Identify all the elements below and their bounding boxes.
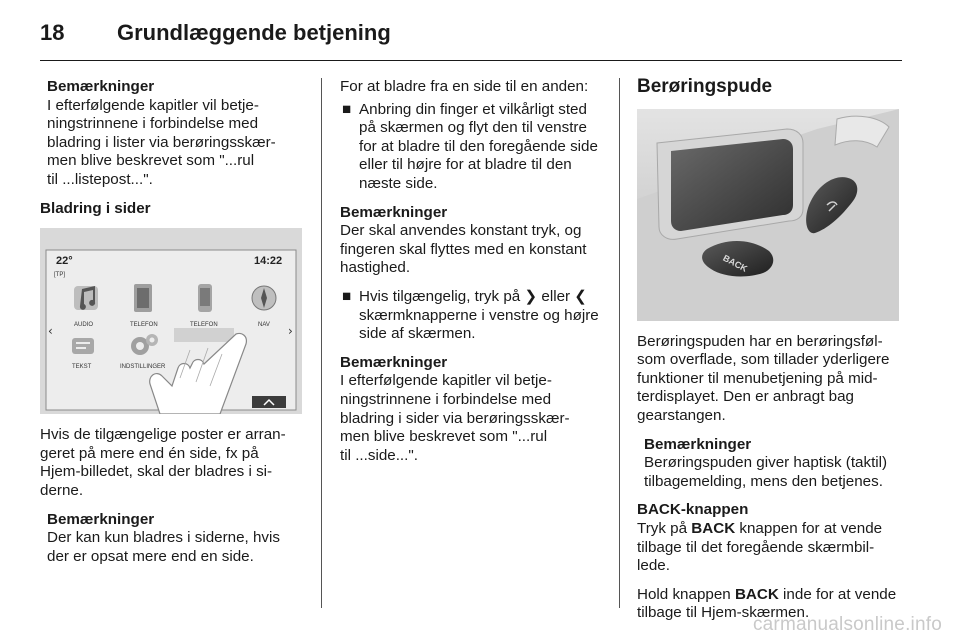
text-fragment: Hold knappen (637, 585, 735, 603)
note-page-scroll (340, 354, 604, 466)
page-header (40, 18, 902, 61)
note-line: til ...side...". (340, 446, 418, 464)
note-multiple-pages (40, 511, 302, 567)
back-button-label: BACK (721, 252, 750, 274)
note-line: Der kan kun bladres i siderne, hvis (47, 529, 280, 547)
paragraph (637, 520, 905, 576)
app-label: TELEFON (190, 322, 218, 329)
note-line: der er opsat mere end en side. (47, 547, 254, 565)
note-line: til ...listepost...". (47, 170, 153, 188)
note-line: tilbagemelding, mens den betjenes. (644, 472, 883, 490)
note-line: ningstrinnene i forbindelse med (340, 390, 552, 408)
phone-keypad-icon (134, 284, 152, 312)
note-line: I efterfølgende kapitler vil betje- (340, 372, 552, 390)
note-line: I efterfølgende kapitler vil betje- (47, 96, 259, 114)
note-heading: Bemærkninger (340, 203, 448, 221)
text-line: Hvis de tilgængelige poster er arran- (40, 426, 286, 444)
chevron-right-icon: › (288, 324, 293, 339)
paragraph (637, 333, 905, 426)
text-fragment: knappen for at vende (735, 519, 883, 537)
note-line: bladring i lister via berøringsskær- (47, 133, 276, 151)
column-left (40, 78, 302, 566)
note-list-scroll (40, 78, 302, 190)
chevron-up-icon (252, 396, 286, 408)
phone-icon (198, 284, 212, 312)
bullet-screen-buttons (340, 288, 604, 344)
paragraph (40, 426, 302, 500)
column-divider (321, 78, 322, 608)
text-line: gearstangen. (637, 406, 726, 424)
section-heading-back-button: BACK-knappen (637, 501, 749, 519)
note-line: ningstrinnene i forbindelse med (47, 115, 259, 133)
music-note-icon (74, 286, 98, 310)
note-line: men blive beskrevet som "...rul (340, 428, 548, 446)
bullet-line: eller til højre for at bladre til den (359, 156, 572, 174)
app-label: NAV (258, 322, 270, 329)
watermark-logo: carmanualsonline.info (752, 614, 942, 635)
text-line: funktioner til menubetjening på mid- (637, 369, 878, 387)
bullet-line: Anbring din finger et vilkårligt sted (359, 100, 587, 118)
compass-icon (252, 286, 276, 310)
bullet-marker: ■ (342, 287, 352, 305)
screen-time: 14:22 (254, 255, 283, 268)
app-label: TEKST (72, 364, 92, 371)
text-line: som overflade, som tillader yderligere (637, 351, 890, 369)
page-number: 18 (40, 20, 65, 45)
text-line: geret på mere end én side, fx på (40, 444, 259, 462)
bullet-line: skærmknapperne i venstre og højre (359, 306, 599, 324)
note-heading: Bemærkninger (644, 435, 752, 453)
intro-text: For at bladre fra en side til en anden: (340, 78, 589, 95)
column-right (637, 78, 905, 623)
app-label: TELEFON (130, 322, 158, 329)
note-line: men blive beskrevet som "...rul (47, 152, 255, 170)
note-line: Der skal anvendes konstant tryk, og (340, 222, 582, 240)
chevron-left-icon: ‹ (48, 324, 53, 339)
text-line: lede. (637, 557, 670, 575)
text-line: terdisplayet. Den er anbragt bag (637, 388, 854, 406)
text-fragment: inde for at vende (778, 585, 897, 603)
column-divider (619, 78, 620, 608)
screen-tp: [TP] (54, 272, 66, 279)
text-line: Berøringspuden har en berøringsføl- (637, 332, 883, 350)
touchpad-photo (637, 109, 899, 321)
text-line: Hjem-billedet, skal der bladres i si- (40, 463, 273, 481)
text-line: tilbage til Hjem-skærmen. (637, 604, 810, 622)
note-haptic (637, 436, 905, 492)
screen-temperature: 22° (56, 255, 73, 268)
bullet-line: for at bladre til den foregående side (359, 137, 598, 155)
bullet-marker: ■ (342, 100, 352, 118)
chat-bubble-icon (72, 338, 94, 354)
bullet-line: Hvis tilgængelig, tryk på ❯ eller ❮ (359, 287, 588, 305)
note-line: Berøringspuden giver haptisk (taktil) (644, 454, 888, 472)
section-heading-page-scroll: Bladring i sider (40, 199, 151, 217)
app-label: INDSTILLINGER (120, 364, 166, 371)
bullet-line: næste side. (359, 174, 438, 192)
bullet-swipe (340, 101, 604, 194)
section-title-touchpad: Berøringspude (637, 76, 773, 97)
bullet-line: side af skærmen. (359, 325, 476, 343)
note-heading: Bemærkninger (47, 510, 155, 528)
text-line: tilbage til det foregående skærmbil- (637, 538, 875, 556)
note-line: bladring i sider via berøringsskær- (340, 409, 570, 427)
note-heading: Bemærkninger (340, 353, 448, 371)
text-fragment: Tryk på (637, 519, 692, 537)
note-heading: Bemærkninger (47, 78, 155, 95)
note-line: fingeren skal flyttes med en konstant (340, 240, 587, 258)
page-title: Grundlæggende betjening (117, 20, 391, 45)
back-label-bold: BACK (691, 519, 736, 537)
column-middle (340, 78, 604, 465)
note-line: hastighed. (340, 259, 411, 277)
bullet-line: på skærmen og flyt den til venstre (359, 119, 587, 137)
note-constant-pressure (340, 204, 604, 278)
home-screen-illustration (40, 228, 302, 414)
app-label: AUDIO (74, 322, 94, 329)
text-line: derne. (40, 481, 84, 499)
back-label-bold: BACK (734, 585, 779, 603)
